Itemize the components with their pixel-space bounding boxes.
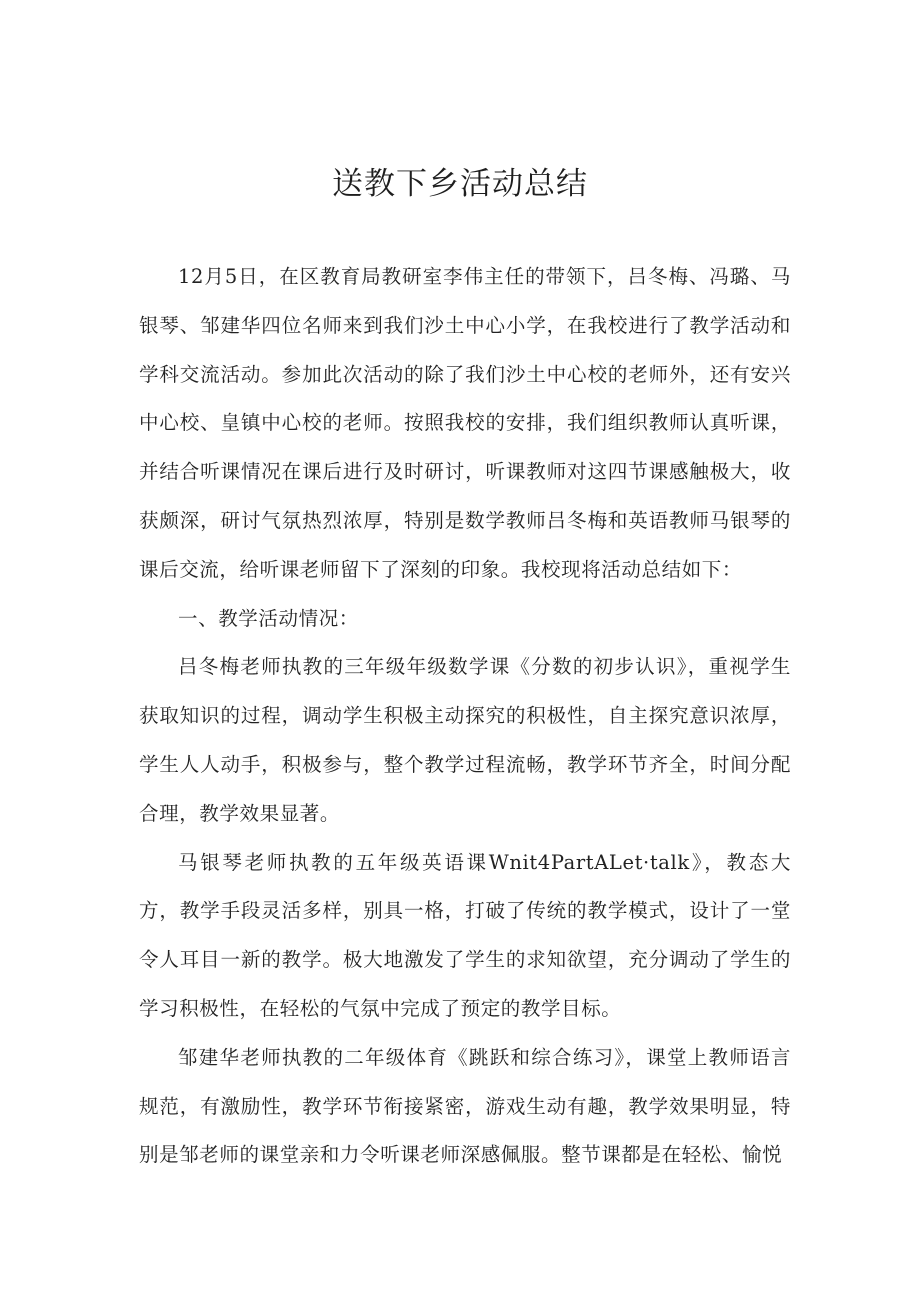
document-body [139,253,791,1180]
section-heading-teaching: 一、教学活动情况： [178,606,359,630]
paragraph-math-lesson: 吕冬梅老师执教的三年级年级数学课《分数的初步认识》，重视学生获取知识的过程，调动学生积极主动探究的积极性，自主探究意识浓厚，学生人人动手，积极参与，整个教学过程流畅，教学环节齐全，时间分配合理，教学效果显著。 [139,655,791,825]
document-title: 送教下乡活动总结 [332,166,588,202]
paragraph-pe-lesson: 邹建华老师执教的二年级体育《跳跃和综合练习》，课堂上教师语言规范，有激励性，教学环节衔接紧密，游戏生动有趣，教学效果明显，特别是邹老师的课堂亲和力令听课老师深感佩服。整节课都是在轻松、愉悦 [139,1045,791,1167]
paragraph-english-lesson: 马银琴老师执教的五年级英语课Wnit4PartALet·talk》，教态大方，教学手段灵活多样，别具一格，打破了传统的教学模式，设计了一堂令人耳目一新的教学。极大地激发了学生的求知欲望，充分调动了学生的学习积极性，在轻松的气氛中完成了预定的教学目标。 [139,850,791,1020]
paragraph-intro: 12月5日，在区教育局教研室李伟主任的带领下，吕冬梅、冯璐、马银琴、邹建华四位名师来到我们沙土中心小学，在我校进行了教学活动和学科交流活动。参加此次活动的除了我们沙土中心校的老师外，还有安兴中心校、皇镇中心校的老师。按照我校的安排，我们组织教师认真听课，并结合听课情况在课后进行及时研讨，听课教师对这四节课感触极大，收获颇深，研讨气氛热烈浓厚，特别是数学教师吕冬梅和英语教师马银琴的课后交流，给听课老师留下了深刻的印象。我校现将活动总结如下： [139,265,791,581]
